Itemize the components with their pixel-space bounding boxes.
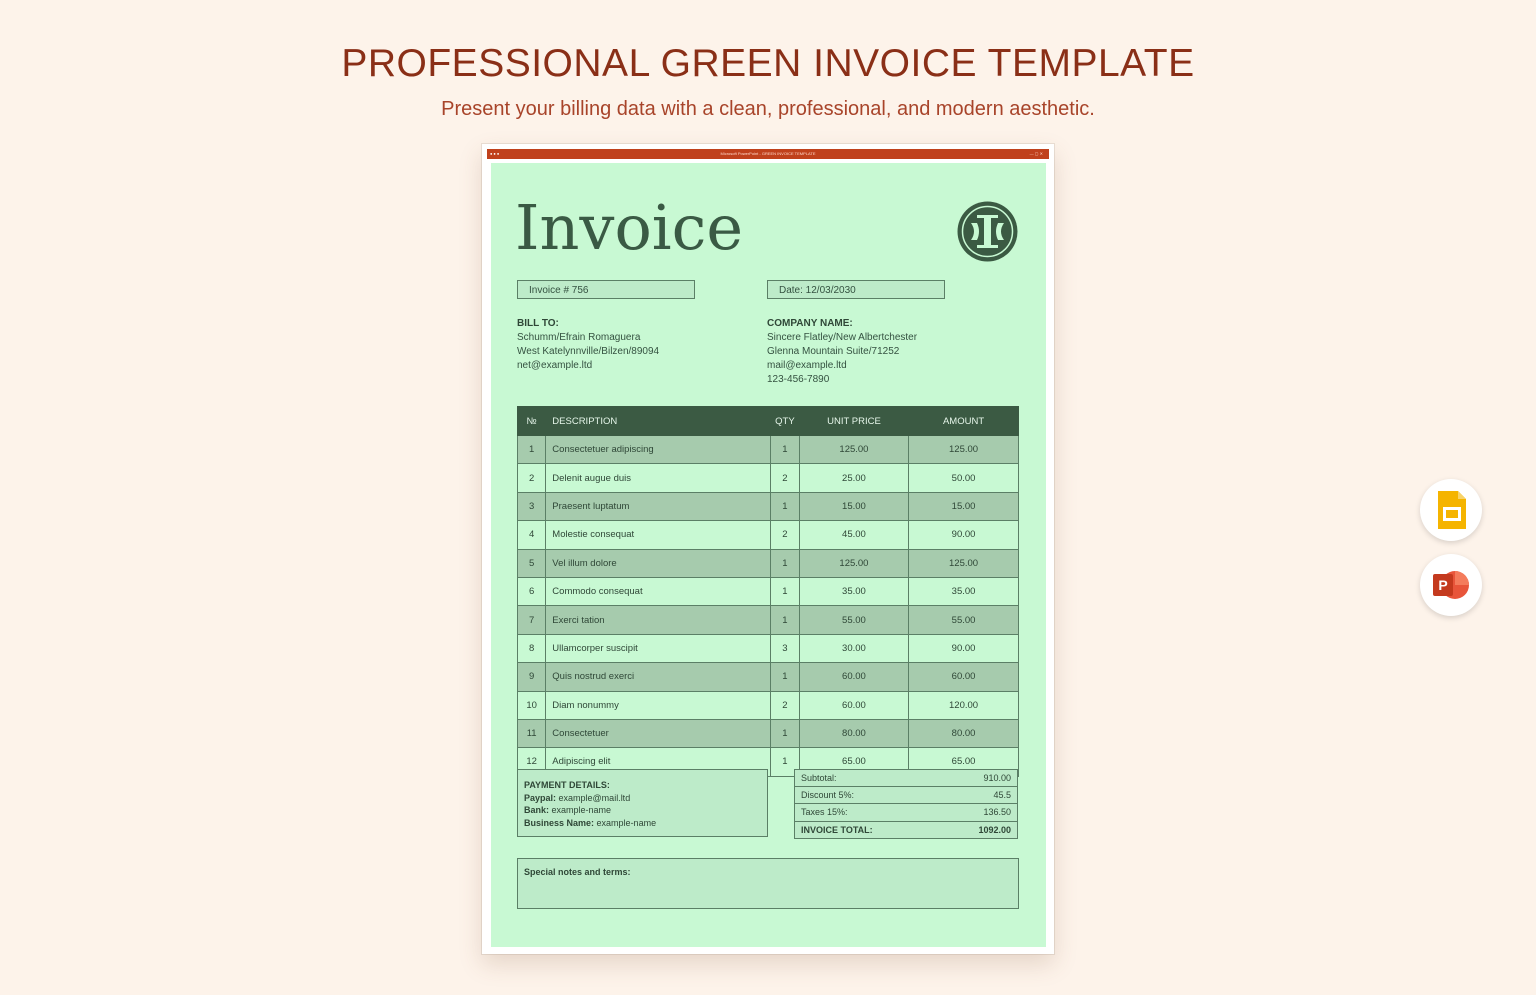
totals-value: 45.5 xyxy=(940,787,1018,804)
item-description: Delenit augue duis xyxy=(546,464,771,492)
paypal-value: example@mail.ltd xyxy=(558,792,631,803)
item-number: 11 xyxy=(518,719,546,747)
bank-value: example-name xyxy=(551,805,612,815)
company-line: 123-456-7890 xyxy=(767,374,830,385)
app-titlebar xyxy=(487,149,1049,159)
discount-row xyxy=(795,787,1018,804)
bill-to-block xyxy=(517,317,659,373)
table-row xyxy=(518,549,1019,577)
notes-label: Special notes and terms: xyxy=(524,867,631,877)
item-unit-price: 80.00 xyxy=(799,719,908,747)
item-qty: 2 xyxy=(771,691,800,719)
totals-label: Discount 5%: xyxy=(795,787,940,804)
bill-to-line: Schumm/Efrain Romaguera xyxy=(517,332,641,343)
invoice-total-row xyxy=(795,821,1018,838)
table-row xyxy=(518,577,1019,605)
item-amount: 15.00 xyxy=(909,492,1019,520)
header-qty: QTY xyxy=(771,407,800,436)
bill-to-line: West Katelynnville/Bilzen/89094 xyxy=(517,346,660,357)
item-description: Commodo consequat xyxy=(546,577,771,605)
invoice-date-field: Date: 12/03/2030 xyxy=(767,280,945,299)
totals-label: Taxes 15%: xyxy=(795,804,940,821)
item-amount: 125.00 xyxy=(909,549,1019,577)
svg-text:P: P xyxy=(1438,577,1448,593)
invoice-number-field: Invoice # 756 xyxy=(517,280,695,299)
item-amount: 125.00 xyxy=(909,436,1019,464)
item-number: 8 xyxy=(518,634,546,662)
google-slides-icon xyxy=(1420,479,1482,541)
totals-value: 1092.00 xyxy=(940,821,1018,838)
page-title: PROFESSIONAL GREEN INVOICE TEMPLATE xyxy=(341,42,1195,85)
table-row xyxy=(518,492,1019,520)
item-unit-price: 55.00 xyxy=(799,606,908,634)
item-unit-price: 125.00 xyxy=(799,436,908,464)
header-amount: AMOUNT xyxy=(909,407,1019,436)
table-row xyxy=(518,663,1019,691)
totals-value: 910.00 xyxy=(940,770,1018,787)
page-subtitle: Present your billing data with a clean, professional, and modern aesthetic. xyxy=(441,98,1095,120)
invoice-heading: Invoice xyxy=(515,191,744,264)
powerpoint-button[interactable] xyxy=(1420,554,1482,616)
company-label: COMPANY NAME: xyxy=(767,318,853,329)
item-description: Consectetuer xyxy=(546,719,771,747)
table-header-row xyxy=(518,407,1019,436)
item-unit-price: 15.00 xyxy=(799,492,908,520)
window-dots-icon: ●●● xyxy=(490,151,501,156)
item-unit-price: 35.00 xyxy=(799,577,908,605)
item-qty: 2 xyxy=(771,464,800,492)
item-number: 10 xyxy=(518,691,546,719)
item-qty: 1 xyxy=(771,663,800,691)
paypal-label: Paypal: xyxy=(524,792,557,803)
item-unit-price: 45.00 xyxy=(799,521,908,549)
totals-label: Subtotal: xyxy=(795,770,940,787)
invoice-page xyxy=(491,163,1046,947)
header-number: № xyxy=(518,407,546,436)
window-title: Microsoft PowerPoint - GREEN INVOICE TEMPLATE xyxy=(720,151,816,156)
item-amount: 120.00 xyxy=(909,691,1019,719)
item-qty: 2 xyxy=(771,521,800,549)
item-amount: 60.00 xyxy=(909,663,1019,691)
company-line: Sincere Flatley/New Albertchester xyxy=(767,332,918,343)
payment-label: PAYMENT DETAILS: xyxy=(524,780,610,790)
table-row xyxy=(518,436,1019,464)
item-amount: 65.00 xyxy=(909,748,1019,776)
item-description: Exerci tation xyxy=(546,606,771,634)
taxes-row xyxy=(795,804,1018,821)
payment-details-box xyxy=(517,769,768,837)
table-row xyxy=(518,691,1019,719)
item-number: 4 xyxy=(518,521,546,549)
table-row xyxy=(518,606,1019,634)
company-line: mail@example.ltd xyxy=(767,360,847,371)
item-number: 3 xyxy=(518,492,546,520)
totals-value: 136.50 xyxy=(940,804,1018,821)
table-row xyxy=(518,719,1019,747)
item-qty: 1 xyxy=(771,436,800,464)
company-block xyxy=(767,317,917,387)
item-description: Quis nostrud exerci xyxy=(546,663,771,691)
item-number: 7 xyxy=(518,606,546,634)
totals-table xyxy=(794,769,1018,839)
item-amount: 90.00 xyxy=(909,634,1019,662)
item-unit-price: 30.00 xyxy=(799,634,908,662)
item-qty: 1 xyxy=(771,719,800,747)
item-unit-price: 65.00 xyxy=(799,748,908,776)
item-qty: 1 xyxy=(771,492,800,520)
item-unit-price: 125.00 xyxy=(799,549,908,577)
item-amount: 35.00 xyxy=(909,577,1019,605)
bill-to-line: net@example.ltd xyxy=(517,360,593,371)
item-number: 1 xyxy=(518,436,546,464)
subtotal-row xyxy=(795,770,1018,787)
item-qty: 1 xyxy=(771,606,800,634)
totals-label: INVOICE TOTAL: xyxy=(795,821,940,838)
item-qty: 1 xyxy=(771,577,800,605)
item-qty: 3 xyxy=(771,634,800,662)
logo-icon xyxy=(957,201,1018,262)
google-slides-button[interactable] xyxy=(1420,479,1482,541)
item-description: Ullamcorper suscipit xyxy=(546,634,771,662)
notes-box xyxy=(517,858,1019,909)
item-qty: 1 xyxy=(771,549,800,577)
item-number: 2 xyxy=(518,464,546,492)
bill-to-label: BILL TO: xyxy=(517,318,559,329)
item-unit-price: 60.00 xyxy=(799,691,908,719)
powerpoint-icon xyxy=(1420,554,1482,616)
bank-label: Bank: xyxy=(524,805,550,815)
item-unit-price: 25.00 xyxy=(799,464,908,492)
item-description: Consectetuer adipiscing xyxy=(546,436,771,464)
item-number: 5 xyxy=(518,549,546,577)
item-description: Diam nonummy xyxy=(546,691,771,719)
item-description: Adipiscing elit xyxy=(546,748,771,776)
item-qty: 1 xyxy=(771,748,800,776)
table-row xyxy=(518,634,1019,662)
item-number: 12 xyxy=(518,748,546,776)
item-amount: 90.00 xyxy=(909,521,1019,549)
company-line: Glenna Mountain Suite/71252 xyxy=(767,346,900,357)
header-description: DESCRIPTION xyxy=(546,407,771,436)
table-row xyxy=(518,521,1019,549)
window-controls-icon[interactable]: — ▢ ✕ xyxy=(1029,151,1043,156)
item-description: Praesent luptatum xyxy=(546,492,771,520)
item-amount: 80.00 xyxy=(909,719,1019,747)
item-unit-price: 60.00 xyxy=(799,663,908,691)
item-number: 9 xyxy=(518,663,546,691)
item-amount: 55.00 xyxy=(909,606,1019,634)
item-number: 6 xyxy=(518,577,546,605)
header-unit-price: UNIT PRICE xyxy=(799,407,908,436)
business-value: example-name xyxy=(596,817,657,828)
item-amount: 50.00 xyxy=(909,464,1019,492)
item-description: Molestie consequat xyxy=(546,521,771,549)
business-label: Business Name: xyxy=(524,817,595,828)
item-description: Vel illum dolore xyxy=(546,549,771,577)
line-items-table xyxy=(517,406,1019,777)
table-row xyxy=(518,464,1019,492)
